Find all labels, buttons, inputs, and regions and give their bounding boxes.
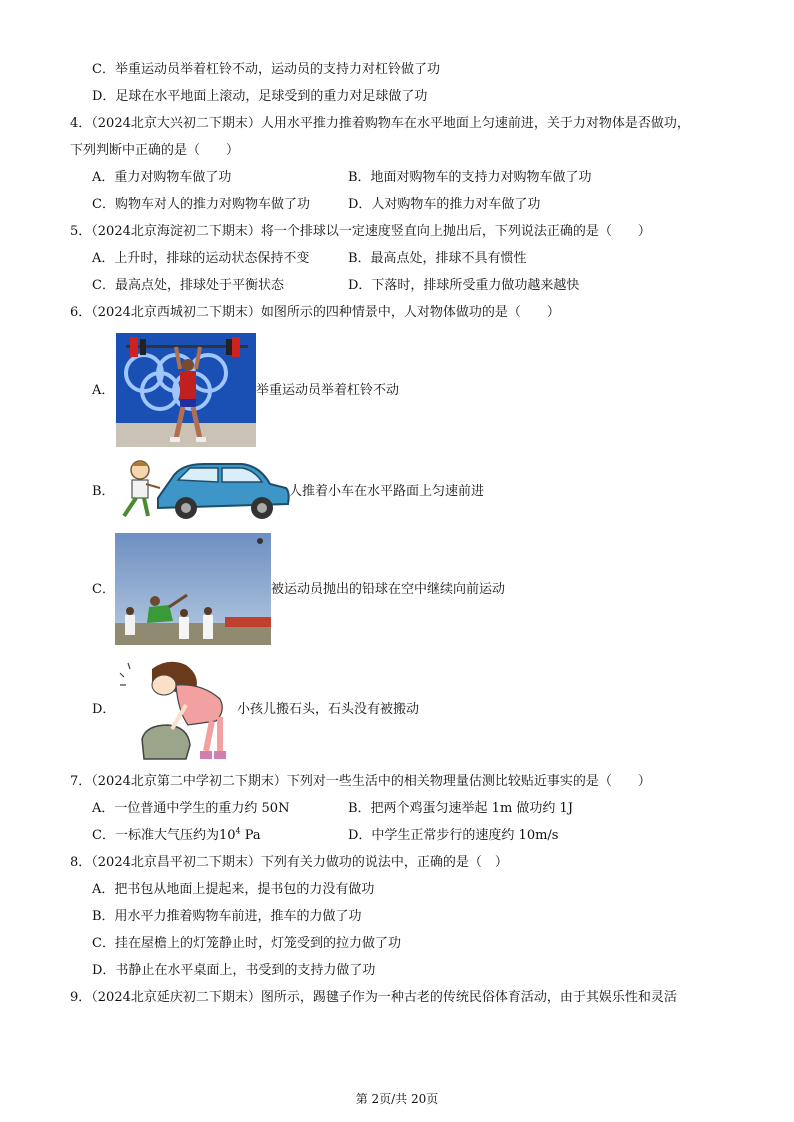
weightlifter-image [116, 333, 256, 447]
q8-stem: 8．（2024北京昌平初二下期末）下列有关力做功的说法中，正确的是（ ） [70, 855, 508, 870]
q4-option-c: C．购物车对人的推力对购物车做了功 [92, 197, 310, 212]
q4-option-d: D．人对购物车的推力对车做了功 [348, 197, 541, 212]
q6-stem: 6．（2024北京西城初二下期末）如图所示的四种情景中，人对物体做功的是（ ） [70, 305, 560, 320]
q7-option-d: D．中学生正常步行的速度约 10m/s [348, 828, 559, 843]
q6-d-text: 小孩儿搬石头，石头没有被搬动 [237, 702, 420, 717]
q5-option-c: C．最高点处，排球处于平衡状态 [92, 278, 284, 293]
q7-option-b: B．把两个鸡蛋匀速举起 1m 做功约 1J [348, 801, 574, 816]
q7-option-c-unit: Pa [240, 828, 261, 843]
q6-d-label: D． [92, 702, 116, 717]
q8-option-d: D．书静止在水平桌面上，书受到的支持力做了功 [92, 963, 376, 978]
q7-option-c-exponent: 4 [235, 826, 241, 836]
q7-option-a: A．一位普通中学生的重力约 50N [92, 801, 290, 816]
q7-option-c-text: C．一标准大气压约为10 [92, 828, 236, 843]
q6-c-label: C． [92, 582, 115, 597]
q4-stem: 4．（2024北京大兴初二下期末）人用水平推力推着购物车在水平地面上匀速前进，关于力对物体是否做功， [70, 116, 690, 131]
q5-option-b: B．最高点处，排球不具有惯性 [348, 251, 527, 266]
q4-option-a: A．重力对购物车做了功 [92, 170, 232, 185]
person-pushing-car-image [114, 458, 290, 522]
girl-lifting-stone-image [116, 655, 234, 763]
q8-option-b: B．用水平力推着购物车前进，推车的力做了功 [92, 909, 362, 924]
q6-a-label: A． [92, 383, 115, 398]
q5-option-a: A．上升时，排球的运动状态保持不变 [92, 251, 310, 266]
page-number: 第 2页/共 20页 [355, 1092, 439, 1106]
q5-option-d: D．下落时，排球所受重力做功越来越快 [348, 278, 580, 293]
q3-option-d: D．足球在水平地面上滚动，足球受到的重力对足球做了功 [92, 89, 428, 104]
q6-b-label: B． [92, 484, 115, 499]
q4-option-b: B．地面对购物车的支持力对购物车做了功 [348, 170, 592, 185]
q3-option-c: C．举重运动员举着杠铃不动，运动员的支持力对杠铃做了功 [92, 62, 440, 77]
q4-stem-cont: 下列判断中正确的是（ ） [70, 143, 240, 158]
q6-a-text: 举重运动员举着杠铃不动 [256, 383, 400, 398]
q7-option-c [92, 827, 261, 845]
q8-option-c: C．挂在屋檐上的灯笼静止时，灯笼受到的拉力做了功 [92, 936, 401, 951]
q9-stem: 9．（2024北京延庆初二下期末）图所示，踢毽子作为一种古老的传统民俗体育活动，由于其娱乐性和灵活 [70, 990, 677, 1005]
q6-b-text: 人推着小车在水平路面上匀速前进 [289, 484, 485, 499]
q6-c-text: 被运动员抛出的铅球在空中继续向前运动 [271, 582, 506, 597]
q5-stem: 5．（2024北京海淀初二下期末）将一个排球以一定速度竖直向上抛出后，下列说法正确的是（ ） [70, 224, 651, 239]
q7-stem: 7．（2024北京第二中学初二下期末）下列对一些生活中的相关物理量估测比较贴近事实的是（ ） [70, 774, 651, 789]
q8-option-a: A．把书包从地面上提起来，提书包的力没有做功 [92, 882, 375, 897]
shot-put-image [115, 533, 271, 645]
